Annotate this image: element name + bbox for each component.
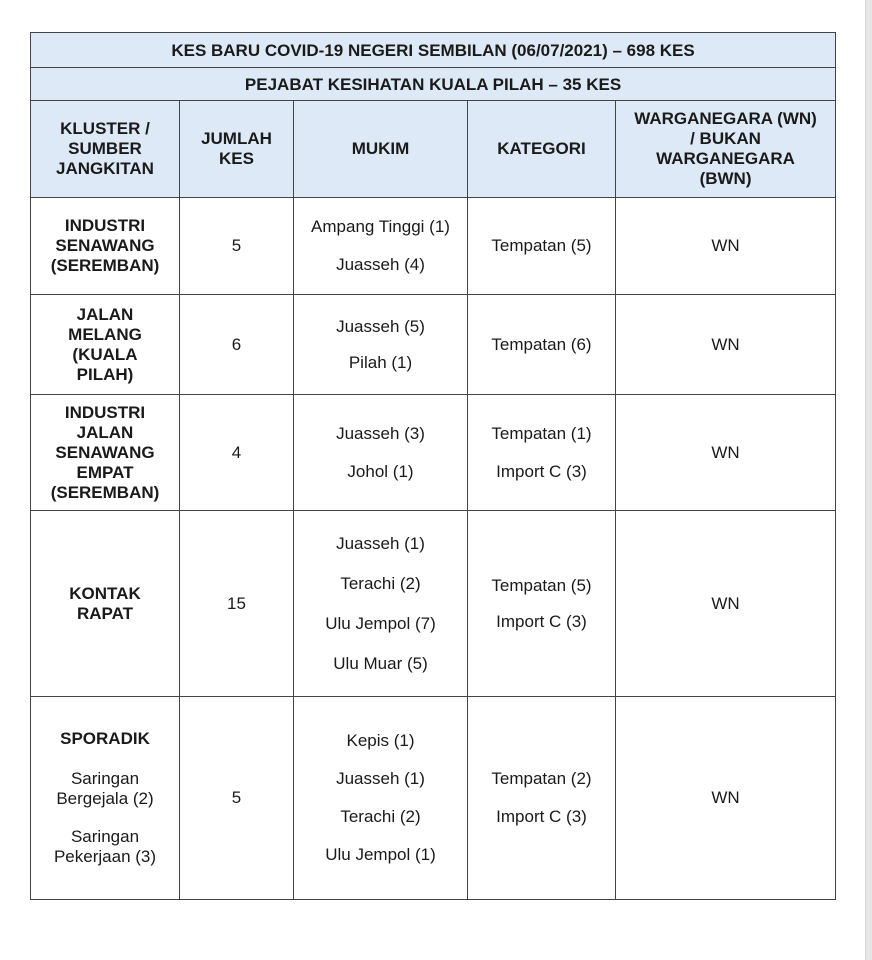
scrollbar-track[interactable] [866,0,872,960]
wn-cell: WN [616,511,836,697]
cluster-cell: INDUSTRI JALAN SENAWANG EMPAT (SEREMBAN) [31,395,180,511]
cluster-cell [31,697,180,900]
kategori-cell: Tempatan (5) [468,198,616,295]
cluster-sub: Saringan Pekerjaan (3) [53,827,157,866]
table-title: KES BARU COVID-19 NEGERI SEMBILAN (06/07/2021) – 698 KES [31,33,836,68]
header-warganegara: WARGANEGARA (WN) / BUKAN WARGANEGARA (BWN) [616,101,836,198]
jumlah-cell: 15 [180,511,294,697]
kategori-cell: Tempatan (5) Import C (3) [468,511,616,697]
wn-cell: WN [616,697,836,900]
mukim-cell: Kepis (1) Juasseh (1) Terachi (2) Ulu Jempol (1) [294,697,468,900]
table-row [31,198,836,295]
subtitle-row [31,68,836,101]
cluster-cell: INDUSTRI SENAWANG (SEREMBAN) [31,198,180,295]
table-subtitle: PEJABAT KESIHATAN KUALA PILAH – 35 KES [31,68,836,101]
kategori-cell: Tempatan (1) Import C (3) [468,395,616,511]
mukim-cell: Juasseh (3) Johol (1) [294,395,468,511]
header-kategori: KATEGORI [468,101,616,198]
jumlah-cell: 4 [180,395,294,511]
mukim-cell: Juasseh (5) Pilah (1) [294,295,468,395]
cluster-sub: Saringan Bergejala (2) [56,769,154,808]
cluster-cell: KONTAK RAPAT [31,511,180,697]
jumlah-cell: 5 [180,697,294,900]
wn-cell: WN [616,295,836,395]
title-row [31,33,836,68]
wn-cell: WN [616,198,836,295]
kategori-cell: Tempatan (6) [468,295,616,395]
wn-cell: WN [616,395,836,511]
header-mukim: MUKIM [294,101,468,198]
header-jumlah: JUMLAH KES [180,101,294,198]
table-row [31,697,836,900]
table-row [31,395,836,511]
jumlah-cell: 5 [180,198,294,295]
cluster-cell: JALAN MELANG (KUALA PILAH) [31,295,180,395]
table-row [31,295,836,395]
covid-cases-table [30,32,836,900]
column-header-row [31,101,836,198]
mukim-cell: Juasseh (1) Terachi (2) Ulu Jempol (7) Ulu Muar (5) [294,511,468,697]
header-kluster: KLUSTER / SUMBER JANGKITAN [31,101,180,198]
kategori-cell: Tempatan (2) Import C (3) [468,697,616,900]
table-row [31,511,836,697]
cluster-head: SPORADIK [60,729,150,748]
mukim-cell: Ampang Tinggi (1) Juasseh (4) [294,198,468,295]
jumlah-cell: 6 [180,295,294,395]
